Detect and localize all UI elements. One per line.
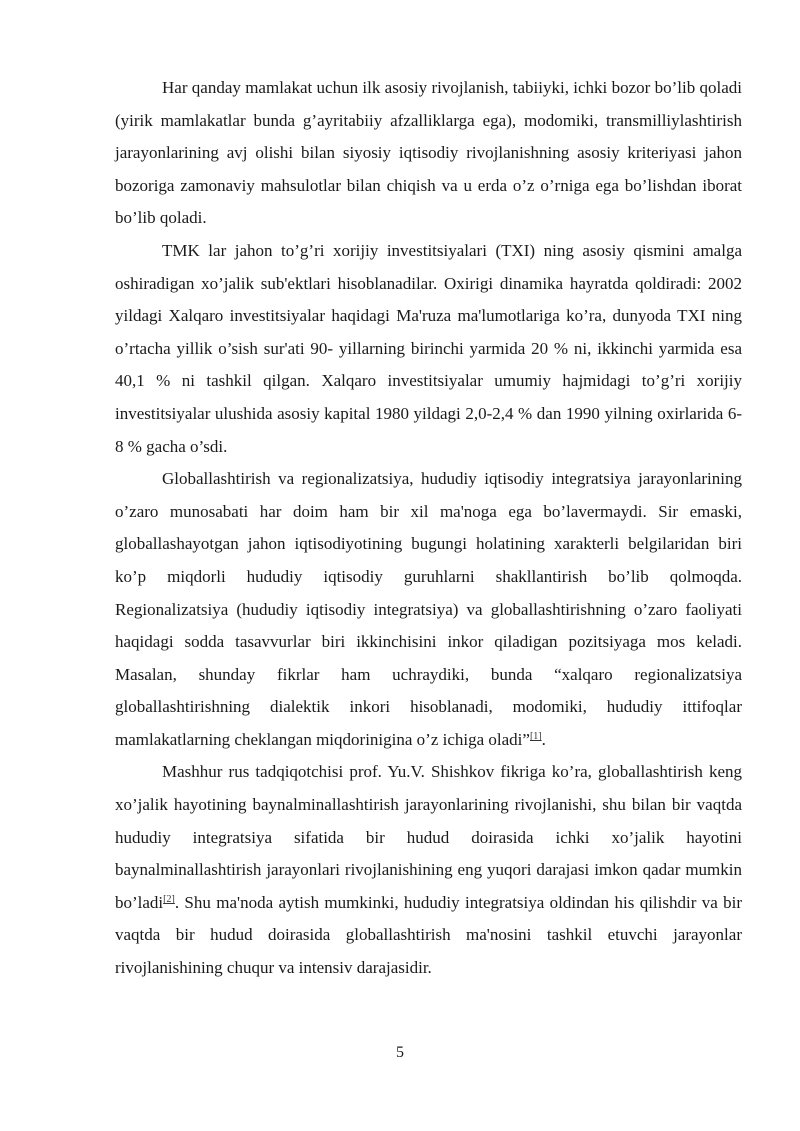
paragraph-4-end: . Shu ma'noda aytish mumkinki, hududiy integratsiya oldindan his qilishdir va bir vaqtda bir hudud doirasida globallashtirish ma'nosini tashkil etuvchi jarayonlar rivojlanishining chuqur va intensiv darajasidir.: [115, 892, 742, 978]
paragraph-3: [115, 463, 742, 756]
paragraph-4: [115, 756, 742, 984]
paragraph-3-end: .: [541, 729, 546, 749]
page-number: 5: [396, 1044, 404, 1061]
paragraph-4-text: Mashhur rus tadqiqotchisi prof. Yu.V. Shishkov fikriga ko’ra, globallashtirish keng xo’jalik hayotining baynalminallashtirish jarayonlarining rivojlanishi, shu bilan bir vaqtda hududiy integratsiya sifatida bir hudud doirasida ichki xo’jalik hayotini baynalminallashtirish jarayonlari rivojlanishining eng yuqori darajasi imkon qadar mumkin bo’ladi: [115, 762, 742, 912]
paragraph-1: Har qanday mamlakat uchun ilk asosiy rivojlanish, tabiiyki, ichki bozor bo’lib qoladi (yirik mamlakatlar bunda g’ayritabiiy afzalliklarga ega), modomiki, transmilliylashtirish jarayonlarining avj olishi bilan siyosiy iqtisodiy rivojlanishning asosiy kriteriyasi jahon bozoriga zamonaviy mahsulotlar bilan chiqish va u erda o’z o’rniga ega bo’lishdan iborat bo’lib qoladi.: [115, 78, 742, 228]
footnote-link-1[interactable]: [1]: [529, 730, 542, 742]
paragraph-2: TMK lar jahon to’g’ri xorijiy investitsiyalari (TXI) ning asosiy qismini amalga oshiradigan xo’jalik sub'ektlari hisoblanadilar. Oxirigi dinamika hayratda qoldiradi: 2002 yildagi Xalqaro investitsiyalar haqidagi Ma'ruza ma'lumotlariga ko’ra, dunyoda TXI ning o’rtacha yillik o’sish sur'ati 90- yillarning birinchi yarmida 20 % ni, ikkinchi yarmida esa 40,1 % ni tashkil qilgan. Xalqaro investitsiyalar umumiy hajmidagi to’g’ri xorijiy investitsiyalar ulushida asosiy kapital 1980 yildagi 2,0-2,4 % dan 1990 yilning oxirlarida 6-8 % gacha o’sdi.: [115, 240, 742, 456]
footnote-link-2[interactable]: [2]: [163, 893, 175, 905]
document-body: [115, 72, 742, 985]
paragraph-3-text: Globallashtirish va regionalizatsiya, hududiy iqtisodiy integratsiya jarayonlarining o’zaro munosabati har doim ham bir xil ma'noga ega bo’lavermaydi. Sir emaski, globallashayotgan jahon iqtisodiyotining bugungi holatining xarakterli belgilaridan biri ko’p miqdorli hududiy iqtisodiy guruhlarni shakllantirish bo’lib qolmoqda. Regionalizatsiya (hududiy iqtisodiy integratsiya) va globallashtirishning o’zaro faoliyati haqidagi sodda tasavvurlar biri ikkinchisini inkor qiladigan pozitsiyaga mos keladi. Masalan, shunday fikrlar ham uchraydiki, bunda “xalqaro regionalizatsiya globallashtirishning dialektik inkori hisoblanadi, modomiki, hududiy ittifoqlar mamlakatlarning cheklangan miqdorinigina o’z ichiga oladi”: [115, 469, 742, 749]
